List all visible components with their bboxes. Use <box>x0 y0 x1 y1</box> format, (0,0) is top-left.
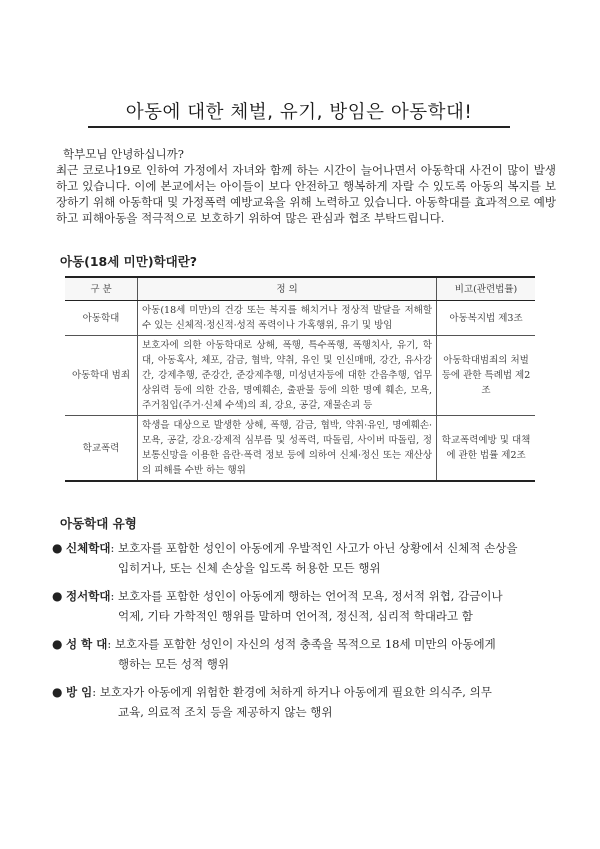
page-title: 아동에 대한 체벌, 유기, 방임은 아동학대! <box>125 102 473 123</box>
bullet-icon: ● <box>52 637 63 651</box>
column-header-category: 구 분 <box>65 277 138 301</box>
type-line2: 입히거나, 또는 신체 손상을 입도록 허용한 모든 행위 <box>118 561 381 575</box>
intro-section <box>56 146 556 226</box>
type-line2: 억제, 기타 가학적인 행위를 말하며 언어적, 정신적, 심리적 학대라고 함 <box>118 609 473 623</box>
abuse-types-list <box>52 538 562 730</box>
list-item <box>52 586 562 626</box>
column-header-definition: 정 의 <box>138 277 437 301</box>
row-category: 아동학대 범죄 <box>65 336 138 416</box>
title-block <box>88 98 510 124</box>
list-item <box>52 682 562 722</box>
type-line2: 행하는 모든 성적 행위 <box>118 657 229 671</box>
intro-greeting: 학부모님 안녕하십니까? <box>63 147 184 161</box>
row-category: 학교폭력 <box>65 416 138 482</box>
type-term: 신체학대 <box>66 541 111 555</box>
bullet-icon: ● <box>52 541 63 555</box>
row-definition: 아동(18세 미만)의 건강 또는 복지를 해치거나 정상적 발달을 저해할 수 있는 신체적·정신적·성적 폭력이나 가혹행위, 유기 및 방임 <box>138 301 437 336</box>
table-row <box>65 416 535 482</box>
table-header-row <box>65 277 535 301</box>
bullet-icon: ● <box>52 685 63 699</box>
definition-table <box>65 276 535 482</box>
column-header-law: 비고(관련법률) <box>437 277 536 301</box>
list-item <box>52 538 562 578</box>
intro-body: 최근 코로나19로 인하여 가정에서 자녀와 함께 하는 시간이 늘어나면서 아동학대 사건이 많이 발생하고 있습니다. 이에 본교에서는 아이들이 보다 안전하고 행복하게 자랄 수 있도록 아동의 복지를 보장하기 위해 아동학대 및 가정폭력 예방교육을 위해 노력하고 있습니다. 아동학대를 효과적으로 예방하고 피해아동을 적극적으로 보호하기 위하여 많은 관심과 협조 부탁드립니다. <box>56 163 556 225</box>
row-law: 아동복지법 제3조 <box>437 301 536 336</box>
row-category: 아동학대 <box>65 301 138 336</box>
type-line2: 교육, 의료적 조치 등을 제공하지 않는 행위 <box>118 705 333 719</box>
type-line1: : 보호자를 포함한 성인이 아동에게 행하는 언어적 모욕, 정서적 위협, 감금이나 <box>110 589 503 603</box>
list-item <box>52 634 562 674</box>
type-term: 성 학 대 <box>66 637 108 651</box>
bullet-icon: ● <box>52 589 63 603</box>
row-definition: 학생을 대상으로 발생한 상해, 폭행, 감금, 협박, 약취·유인, 명예훼손·모욕, 공갈, 강요·강제적 심부름 및 성폭력, 따돌림, 사이버 따돌림, 정보통신망을 이용한 음란·폭력 정보 등에 의하여 신체·정신 또는 재산상의 피해를 수반 하는 행위 <box>138 416 437 482</box>
row-definition: 보호자에 의한 아동학대로 상해, 폭행, 특수폭행, 폭행치사, 유기, 학대, 아동혹사, 체포, 감금, 협박, 약취, 유인 및 인신매매, 강간, 유사강간, 강제추행, 준강간, 준강제추행, 미성년자등에 대한 간음추행, 업무상위력 등에 의한 간음, 명예훼손, 출판물 등에 의한 명예 훼손, 모욕, 주거침입(주거·신체 수색)의 죄, 강요, 공갈, 재물손괴 등 <box>138 336 437 416</box>
definition-heading: 아동(18세 미만)학대란? <box>60 254 198 269</box>
row-law: 아동학대범죄의 처벌 등에 관한 특례법 제2조 <box>437 336 536 416</box>
type-line1: : 보호자를 포함한 성인이 자신의 성적 충족을 목적으로 18세 미만의 아동에게 <box>107 637 496 651</box>
row-law: 학교폭력예방 및 대책에 관한 법률 제2조 <box>437 416 536 482</box>
title-underline <box>88 126 510 128</box>
table-row <box>65 301 535 336</box>
table-row <box>65 336 535 416</box>
type-term: 방 임 <box>66 685 93 699</box>
type-line1: : 보호자를 포함한 성인이 아동에게 우발적인 사고가 아닌 상황에서 신체적 손상을 <box>110 541 518 555</box>
type-term: 정서학대 <box>66 589 111 603</box>
type-line1: : 보호자가 아동에게 위험한 환경에 처하게 하거나 아동에게 필요한 의식주, 의무 <box>92 685 492 699</box>
types-heading: 아동학대 유형 <box>60 516 137 531</box>
